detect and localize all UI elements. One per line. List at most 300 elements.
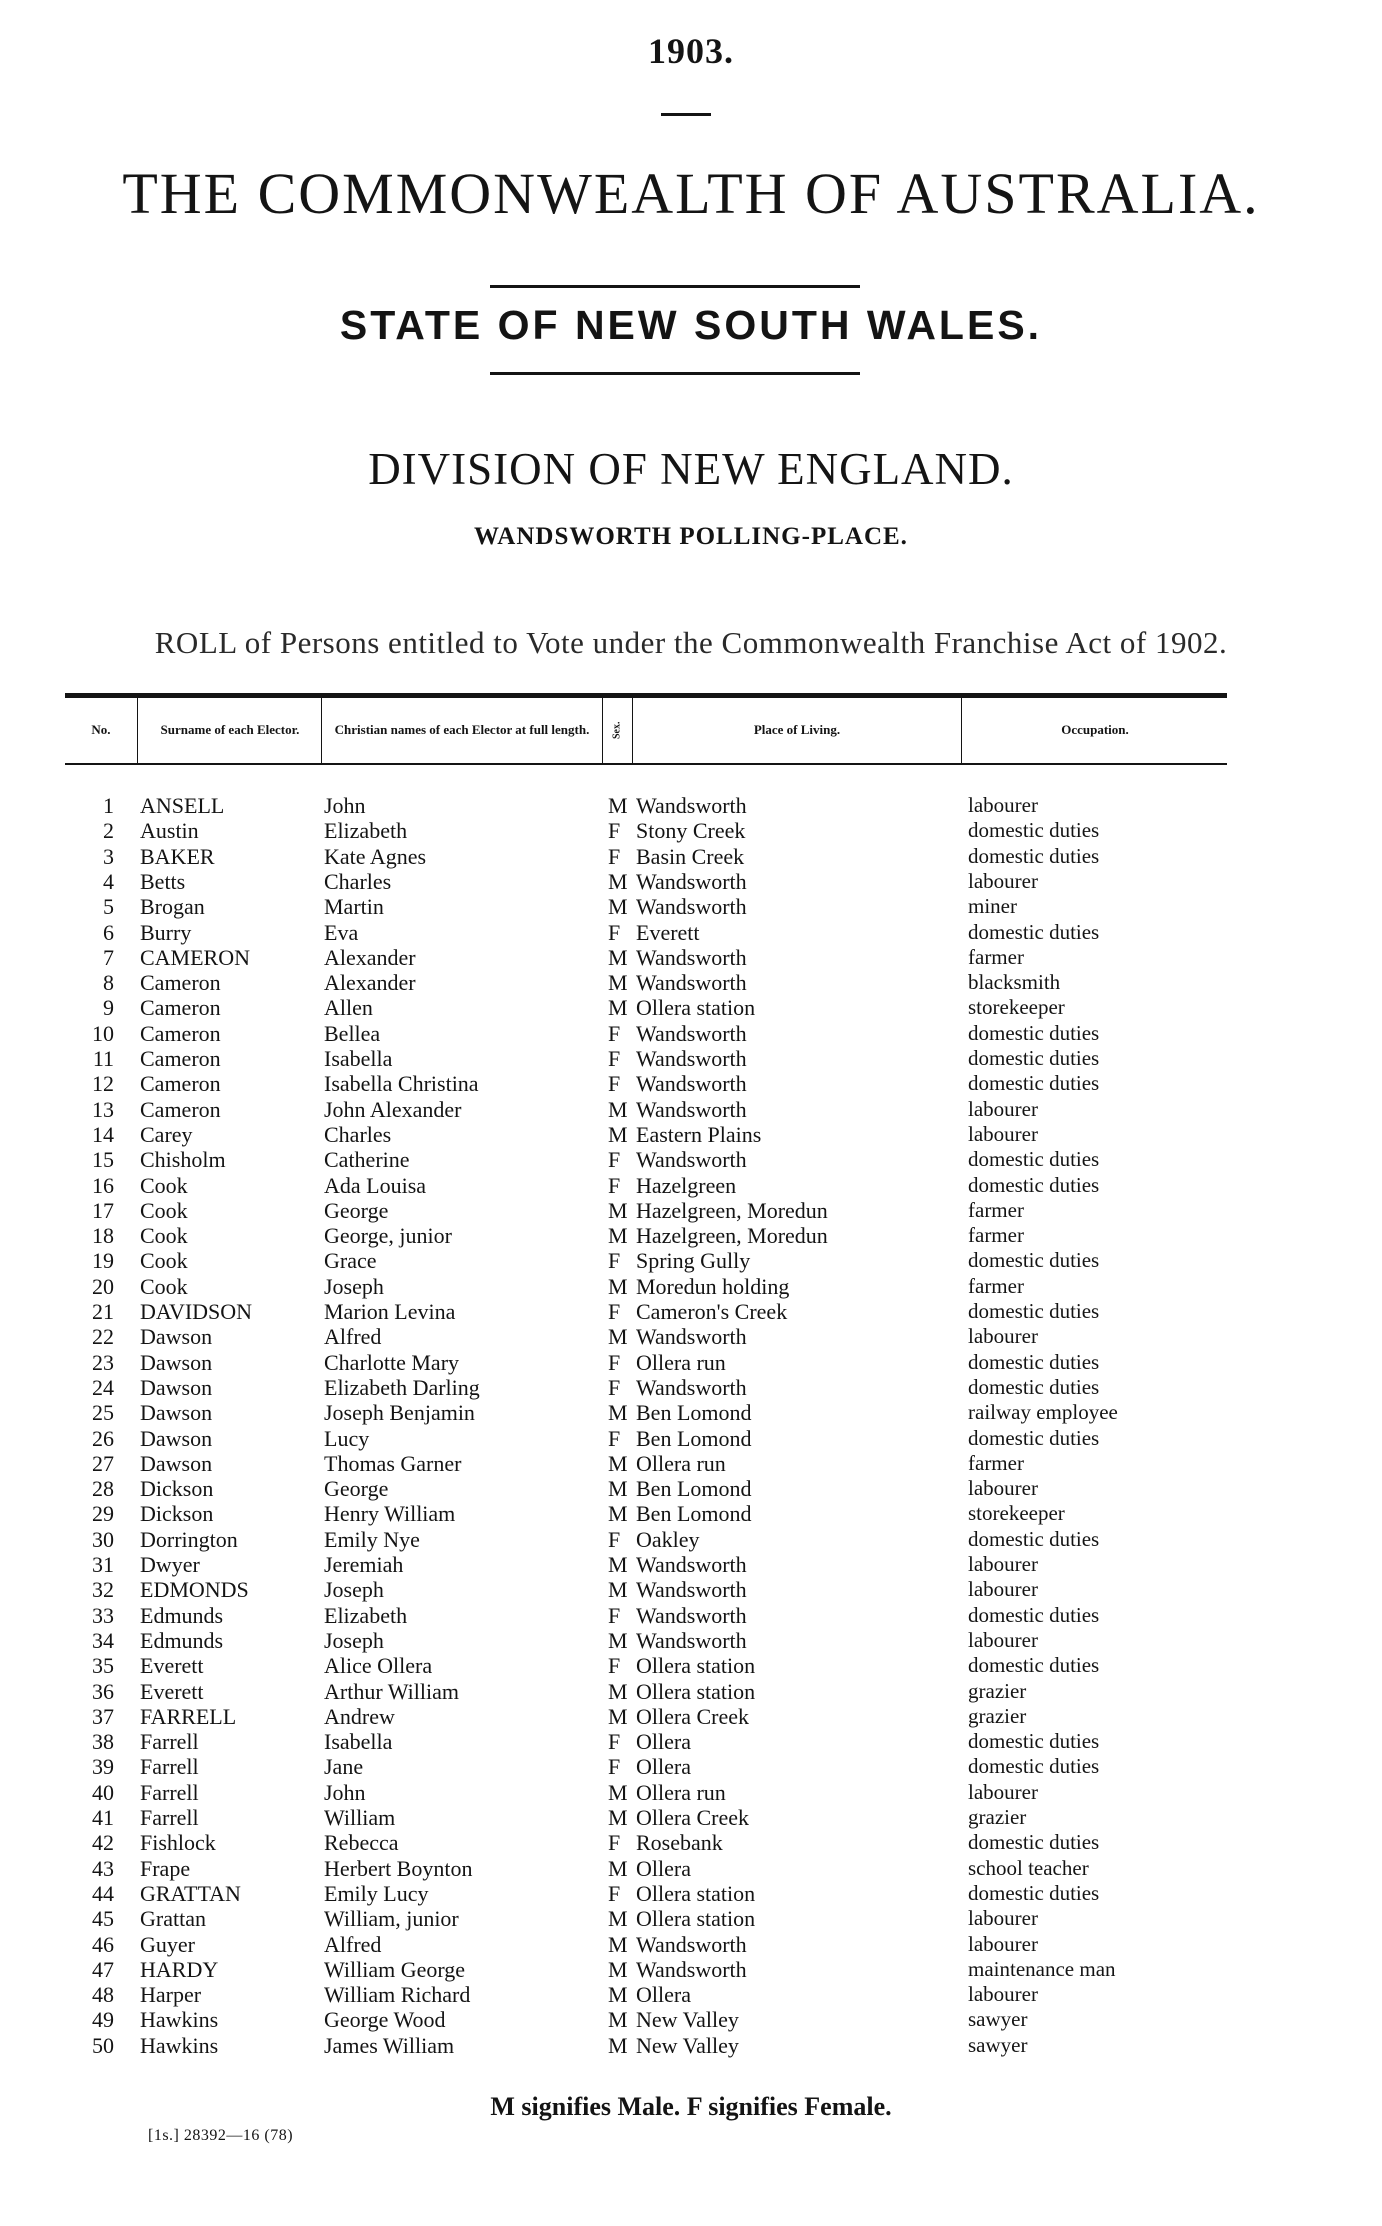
elector-sex: F xyxy=(608,1299,621,1324)
elector-christian-names: Joseph xyxy=(324,1577,384,1603)
elector-number: 49 xyxy=(92,2007,114,2033)
elector-surname: Dwyer xyxy=(140,1552,200,1577)
elector-occupation: sawyer xyxy=(968,2007,1028,2032)
elector-surname: Austin xyxy=(140,818,199,844)
elector-christian-names: Isabella Christina xyxy=(324,1071,479,1097)
state-heading: STATE OF NEW SOUTH WALES. xyxy=(339,302,1043,348)
elector-sex: F xyxy=(608,1349,621,1375)
elector-place-of-living: New Valley xyxy=(636,2032,739,2058)
elector-surname: Dawson xyxy=(140,1349,213,1375)
elector-number: 2 xyxy=(103,818,114,844)
elector-sex: F xyxy=(608,1602,621,1628)
table-row xyxy=(0,945,1382,970)
elector-christian-names: Eva xyxy=(324,919,359,945)
elector-number: 8 xyxy=(103,970,114,996)
elector-christian-names: Henry William xyxy=(324,1501,456,1527)
elector-sex: M xyxy=(608,1779,628,1805)
elector-number: 46 xyxy=(92,1931,114,1957)
elector-occupation: labourer xyxy=(968,1931,1038,1956)
elector-surname: Everett xyxy=(140,1653,204,1679)
elector-occupation: railway employee xyxy=(968,1400,1118,1425)
elector-place-of-living: Wandsworth xyxy=(636,1374,747,1400)
elector-number: 38 xyxy=(92,1729,114,1755)
elector-christian-names: Jane xyxy=(324,1754,364,1780)
elector-occupation: farmer xyxy=(968,1450,1024,1475)
elector-place-of-living: New Valley xyxy=(636,2007,739,2033)
elector-occupation: labourer xyxy=(968,868,1038,893)
elector-sex: F xyxy=(608,1880,621,1906)
elector-occupation: domestic duties xyxy=(968,1046,1100,1070)
table-row xyxy=(0,2007,1382,2032)
elector-christian-names: Isabella xyxy=(324,1046,393,1071)
elector-christian-names: Elizabeth Darling xyxy=(324,1374,480,1400)
elector-sex: M xyxy=(608,1400,628,1426)
table-row xyxy=(0,1653,1382,1678)
elector-christian-names: Alice Ollera xyxy=(324,1653,433,1679)
year-heading: 1903. xyxy=(648,31,734,71)
elector-place-of-living: Hazelgreen, Moredun xyxy=(636,1197,828,1223)
column-divider xyxy=(961,698,962,764)
elector-occupation: farmer xyxy=(968,1197,1024,1222)
elector-christian-names: Herbert Boynton xyxy=(324,1855,473,1881)
elector-place-of-living: Moredun holding xyxy=(636,1273,790,1299)
table-row xyxy=(0,1451,1382,1476)
elector-number: 16 xyxy=(92,1172,114,1198)
elector-place-of-living: Basin Creek xyxy=(636,843,745,869)
elector-christian-names: Thomas Garner xyxy=(324,1450,462,1476)
table-header-rule xyxy=(65,763,1227,765)
elector-occupation: domestic duties xyxy=(968,1653,1100,1678)
elector-place-of-living: Wandsworth xyxy=(636,1552,747,1577)
elector-number: 42 xyxy=(92,1830,114,1856)
elector-number: 44 xyxy=(92,1880,114,1906)
elector-sex: M xyxy=(608,1121,628,1147)
column-divider xyxy=(137,698,138,764)
table-row xyxy=(0,1071,1382,1096)
elector-place-of-living: Wandsworth xyxy=(636,894,747,920)
elector-place-of-living: Ollera run xyxy=(636,1450,726,1476)
elector-surname: Grattan xyxy=(140,1906,206,1932)
elector-number: 9 xyxy=(103,995,114,1021)
elector-number: 26 xyxy=(92,1425,114,1451)
elector-place-of-living: Wandsworth xyxy=(636,793,747,818)
elector-surname: Brogan xyxy=(140,894,205,920)
elector-occupation: school teacher xyxy=(968,1855,1089,1880)
elector-number: 12 xyxy=(92,1071,114,1097)
elector-occupation: labourer xyxy=(968,1552,1038,1576)
elector-number: 1 xyxy=(103,793,114,818)
elector-surname: Cook xyxy=(140,1248,188,1274)
elector-christian-names: Jeremiah xyxy=(324,1552,404,1577)
elector-sex: M xyxy=(608,1501,628,1527)
elector-surname: Harper xyxy=(140,1982,202,2008)
elector-place-of-living: Wandsworth xyxy=(636,1602,747,1628)
elector-surname: Guyer xyxy=(140,1931,195,1957)
elector-christian-names: Joseph Benjamin xyxy=(324,1400,475,1426)
elector-sex: F xyxy=(608,1425,621,1451)
elector-christian-names: Alfred xyxy=(324,1931,382,1957)
table-row xyxy=(0,1248,1382,1273)
table-row xyxy=(0,1375,1382,1400)
elector-place-of-living: Wandsworth xyxy=(636,1956,747,1982)
elector-place-of-living: Eastern Plains xyxy=(636,1121,762,1147)
elector-place-of-living: Ben Lomond xyxy=(636,1400,752,1426)
table-row xyxy=(0,1501,1382,1526)
elector-surname: HARDY xyxy=(140,1956,219,1982)
table-row xyxy=(0,1147,1382,1172)
elector-sex: F xyxy=(608,1729,621,1755)
elector-number: 25 xyxy=(92,1400,114,1426)
table-row xyxy=(0,1830,1382,1855)
elector-number: 45 xyxy=(92,1906,114,1932)
elector-number: 20 xyxy=(92,1273,114,1299)
elector-sex: M xyxy=(608,894,628,920)
elector-place-of-living: Everett xyxy=(636,919,700,945)
divider-bottom xyxy=(490,372,860,375)
elector-christian-names: Ada Louisa xyxy=(324,1172,427,1198)
elector-christian-names: Martin xyxy=(324,894,384,920)
elector-christian-names: Joseph xyxy=(324,1273,384,1299)
elector-place-of-living: Oakley xyxy=(636,1526,700,1552)
table-row xyxy=(0,1274,1382,1299)
table-row xyxy=(0,1704,1382,1729)
elector-place-of-living: Ben Lomond xyxy=(636,1476,752,1502)
elector-surname: EDMONDS xyxy=(140,1577,249,1603)
table-row xyxy=(0,1982,1382,2007)
table-row xyxy=(0,1932,1382,1957)
elector-occupation: labourer xyxy=(968,1096,1038,1121)
elector-christian-names: Kate Agnes xyxy=(324,843,427,869)
elector-surname: Dawson xyxy=(140,1400,213,1426)
elector-place-of-living: Ollera run xyxy=(636,1779,726,1805)
elector-surname: CAMERON xyxy=(140,944,251,970)
elector-occupation: miner xyxy=(968,894,1017,919)
elector-number: 3 xyxy=(103,843,114,869)
elector-christian-names: James William xyxy=(324,2032,455,2058)
elector-occupation: maintenance man xyxy=(968,1956,1116,1981)
elector-surname: BAKER xyxy=(140,843,215,869)
elector-occupation: grazier xyxy=(968,1703,1027,1728)
elector-surname: Farrell xyxy=(140,1754,199,1780)
elector-place-of-living: Ben Lomond xyxy=(636,1425,752,1451)
elector-sex: M xyxy=(608,1476,628,1502)
elector-christian-names: Rebecca xyxy=(324,1830,399,1856)
table-row xyxy=(0,1577,1382,1602)
column-header-sex: Sex. xyxy=(611,721,623,740)
elector-number: 11 xyxy=(92,1046,114,1071)
polling-place-heading: WANDSWORTH POLLING-PLACE. xyxy=(474,523,908,550)
page-title: THE COMMONWEALTH OF AUSTRALIA. xyxy=(122,161,1260,226)
elector-sex: M xyxy=(608,1197,628,1223)
elector-number: 19 xyxy=(92,1248,114,1274)
elector-occupation: farmer xyxy=(968,944,1024,969)
elector-surname: Edmunds xyxy=(140,1627,224,1653)
elector-surname: Hawkins xyxy=(140,2007,219,2033)
elector-christian-names: Grace xyxy=(324,1248,377,1274)
elector-number: 14 xyxy=(92,1121,114,1147)
column-header-christian-names: Christian names of each Elector at full length. xyxy=(334,722,590,738)
table-row xyxy=(0,1021,1382,1046)
elector-christian-names: George, junior xyxy=(324,1223,452,1249)
elector-surname: Farrell xyxy=(140,1805,199,1830)
elector-number: 6 xyxy=(103,919,114,945)
elector-surname: Fishlock xyxy=(140,1830,216,1856)
elector-sex: F xyxy=(608,1020,621,1046)
elector-sex: M xyxy=(608,1956,628,1982)
elector-christian-names: Catherine xyxy=(324,1147,410,1173)
table-row xyxy=(0,1046,1382,1071)
elector-surname: Carey xyxy=(140,1121,193,1147)
elector-sex: M xyxy=(608,793,628,818)
elector-surname: FARRELL xyxy=(140,1703,237,1729)
elector-surname: Cook xyxy=(140,1273,188,1299)
elector-place-of-living: Ollera xyxy=(636,1855,691,1881)
column-divider xyxy=(632,698,633,764)
elector-number: 4 xyxy=(103,868,114,894)
elector-surname: DAVIDSON xyxy=(140,1299,253,1324)
elector-number: 10 xyxy=(92,1020,114,1046)
elector-sex: M xyxy=(608,1096,628,1122)
elector-christian-names: Elizabeth xyxy=(324,818,408,844)
elector-christian-names: Bellea xyxy=(324,1020,381,1046)
column-divider xyxy=(321,698,322,764)
elector-occupation: domestic duties xyxy=(968,1299,1100,1323)
elector-occupation: domestic duties xyxy=(968,1071,1100,1096)
elector-surname: Farrell xyxy=(140,1729,199,1755)
column-divider xyxy=(602,698,603,764)
column-header-occupation: Occupation. xyxy=(1061,722,1129,738)
elector-surname: Edmunds xyxy=(140,1602,224,1628)
sex-legend-note: M signifies Male. F signifies Female. xyxy=(490,2092,892,2121)
elector-number: 23 xyxy=(92,1349,114,1375)
table-row xyxy=(0,1780,1382,1805)
elector-christian-names: Emily Lucy xyxy=(324,1880,429,1906)
elector-sex: F xyxy=(608,818,621,844)
elector-number: 33 xyxy=(92,1602,114,1628)
elector-occupation: domestic duties xyxy=(968,1602,1100,1627)
elector-place-of-living: Hazelgreen, Moredun xyxy=(636,1223,828,1249)
elector-number: 22 xyxy=(92,1324,114,1350)
elector-sex: F xyxy=(608,1830,621,1856)
elector-place-of-living: Wandsworth xyxy=(636,1020,747,1046)
elector-christian-names: William, junior xyxy=(324,1906,459,1932)
elector-surname: Cook xyxy=(140,1223,188,1249)
elector-occupation: domestic duties xyxy=(968,818,1100,843)
elector-christian-names: Alexander xyxy=(324,944,416,970)
elector-place-of-living: Wandsworth xyxy=(636,1147,747,1173)
elector-sex: M xyxy=(608,1450,628,1476)
table-row xyxy=(0,1476,1382,1501)
elector-occupation: domestic duties xyxy=(968,1147,1100,1172)
elector-place-of-living: Wandsworth xyxy=(636,970,747,996)
elector-number: 24 xyxy=(92,1374,114,1400)
elector-christian-names: Charles xyxy=(324,1121,392,1147)
elector-occupation: labourer xyxy=(968,1121,1038,1146)
elector-occupation: labourer xyxy=(968,1324,1038,1349)
elector-place-of-living: Wandsworth xyxy=(636,1324,747,1350)
elector-christian-names: George xyxy=(324,1197,389,1223)
elector-sex: M xyxy=(608,1855,628,1881)
elector-christian-names: Joseph xyxy=(324,1627,384,1653)
elector-sex: M xyxy=(608,1805,628,1830)
elector-place-of-living: Spring Gully xyxy=(636,1248,751,1274)
elector-sex: F xyxy=(608,1374,621,1400)
elector-occupation: grazier xyxy=(968,1678,1027,1703)
elector-surname: Farrell xyxy=(140,1779,199,1805)
elector-number: 21 xyxy=(92,1299,114,1324)
elector-surname: Cameron xyxy=(140,995,221,1021)
elector-place-of-living: Wandsworth xyxy=(636,944,747,970)
elector-surname: Cook xyxy=(140,1172,188,1198)
elector-sex: M xyxy=(608,868,628,894)
elector-christian-names: John Alexander xyxy=(324,1096,462,1122)
elector-sex: F xyxy=(608,919,621,945)
elector-occupation: storekeeper xyxy=(968,1501,1065,1526)
elector-sex: F xyxy=(608,1071,621,1097)
elector-surname: Cameron xyxy=(140,970,221,996)
elector-number: 29 xyxy=(92,1501,114,1527)
elector-christian-names: Charles xyxy=(324,868,392,894)
table-row xyxy=(0,1906,1382,1931)
table-row xyxy=(0,1729,1382,1754)
elector-surname: Dawson xyxy=(140,1324,213,1350)
table-row xyxy=(0,1198,1382,1223)
elector-occupation: domestic duties xyxy=(968,1349,1100,1374)
elector-place-of-living: Ollera run xyxy=(636,1349,726,1375)
elector-occupation: domestic duties xyxy=(968,843,1100,868)
elector-sex: M xyxy=(608,1324,628,1350)
table-row xyxy=(0,1957,1382,1982)
elector-sex: M xyxy=(608,2032,628,2058)
table-row xyxy=(0,1324,1382,1349)
elector-occupation: grazier xyxy=(968,1805,1027,1829)
table-row xyxy=(0,1881,1382,1906)
elector-sex: M xyxy=(608,970,628,996)
column-header-no: No. xyxy=(91,722,111,738)
elector-occupation: domestic duties xyxy=(968,1374,1100,1399)
table-row xyxy=(0,1299,1382,1324)
table-row xyxy=(0,1350,1382,1375)
elector-occupation: domestic duties xyxy=(968,1425,1100,1450)
elector-christian-names: William xyxy=(324,1805,396,1830)
table-row xyxy=(0,894,1382,919)
elector-sex: M xyxy=(608,1703,628,1729)
table-row xyxy=(0,1223,1382,1248)
elector-surname: Hawkins xyxy=(140,2032,219,2058)
elector-number: 17 xyxy=(92,1197,114,1223)
elector-place-of-living: Wandsworth xyxy=(636,1577,747,1603)
elector-occupation: domestic duties xyxy=(968,1020,1100,1045)
table-row xyxy=(0,1552,1382,1577)
elector-christian-names: John xyxy=(324,1779,366,1805)
elector-number: 36 xyxy=(92,1678,114,1704)
elector-christian-names: Charlotte Mary xyxy=(324,1349,460,1375)
elector-number: 13 xyxy=(92,1096,114,1122)
elector-place-of-living: Rosebank xyxy=(636,1830,723,1856)
elector-christian-names: Arthur William xyxy=(324,1678,459,1704)
elector-occupation: domestic duties xyxy=(968,1729,1100,1754)
elector-number: 50 xyxy=(92,2032,114,2058)
elector-number: 7 xyxy=(103,944,114,970)
elector-surname: Dawson xyxy=(140,1425,213,1451)
elector-number: 28 xyxy=(92,1476,114,1502)
elector-occupation: domestic duties xyxy=(968,1248,1100,1273)
elector-sex: M xyxy=(608,1931,628,1957)
elector-number: 37 xyxy=(92,1703,114,1729)
table-row xyxy=(0,1603,1382,1628)
elector-place-of-living: Ollera station xyxy=(636,1678,756,1704)
table-row xyxy=(0,970,1382,995)
table-row xyxy=(0,2033,1382,2058)
elector-place-of-living: Ollera xyxy=(636,1982,691,2008)
elector-place-of-living: Hazelgreen xyxy=(636,1172,737,1198)
elector-place-of-living: Cameron's Creek xyxy=(636,1299,788,1324)
table-row xyxy=(0,1527,1382,1552)
elector-christian-names: William George xyxy=(324,1956,466,1982)
elector-place-of-living: Wandsworth xyxy=(636,1931,747,1957)
elector-surname: Dawson xyxy=(140,1450,213,1476)
elector-occupation: domestic duties xyxy=(968,1830,1100,1855)
elector-sex: M xyxy=(608,944,628,970)
elector-surname: Cameron xyxy=(140,1020,221,1046)
elector-occupation: domestic duties xyxy=(968,919,1100,944)
elector-sex: F xyxy=(608,1147,621,1173)
elector-place-of-living: Ben Lomond xyxy=(636,1501,752,1527)
division-heading: DIVISION OF NEW ENGLAND. xyxy=(368,444,1014,494)
elector-sex: F xyxy=(608,1172,621,1198)
elector-number: 43 xyxy=(92,1855,114,1881)
elector-christian-names: George xyxy=(324,1476,389,1502)
elector-place-of-living: Wandsworth xyxy=(636,1071,747,1097)
elector-sex: F xyxy=(608,1754,621,1780)
elector-number: 5 xyxy=(103,894,114,920)
elector-surname: Burry xyxy=(140,919,192,945)
elector-number: 47 xyxy=(92,1956,114,1982)
elector-sex: M xyxy=(608,1906,628,1932)
elector-surname: Cook xyxy=(140,1197,188,1223)
elector-place-of-living: Wandsworth xyxy=(636,1627,747,1653)
elector-sex: M xyxy=(608,2007,628,2033)
elector-place-of-living: Wandsworth xyxy=(636,868,747,894)
elector-occupation: sawyer xyxy=(968,2032,1028,2057)
divider-top xyxy=(490,285,860,288)
elector-occupation: storekeeper xyxy=(968,995,1065,1020)
table-row xyxy=(0,1122,1382,1147)
table-row xyxy=(0,1805,1382,1830)
elector-occupation: labourer xyxy=(968,1627,1038,1652)
elector-place-of-living: Ollera xyxy=(636,1729,691,1755)
elector-place-of-living: Ollera xyxy=(636,1754,691,1780)
table-row xyxy=(0,818,1382,843)
elector-place-of-living: Ollera Creek xyxy=(636,1805,749,1830)
divider-short xyxy=(661,113,711,116)
table-row xyxy=(0,1679,1382,1704)
elector-place-of-living: Wandsworth xyxy=(636,1096,747,1122)
elector-sex: F xyxy=(608,1526,621,1552)
elector-number: 27 xyxy=(92,1450,114,1476)
elector-place-of-living: Ollera station xyxy=(636,995,756,1021)
elector-sex: F xyxy=(608,1046,621,1071)
elector-sex: F xyxy=(608,843,621,869)
elector-christian-names: William Richard xyxy=(324,1982,471,2008)
elector-surname: Cameron xyxy=(140,1046,221,1071)
elector-number: 31 xyxy=(92,1552,114,1577)
roll-heading: ROLL of Persons entitled to Vote under the Commonwealth Franchise Act of 1902. xyxy=(154,625,1228,660)
elector-place-of-living: Ollera Creek xyxy=(636,1703,749,1729)
table-row xyxy=(0,869,1382,894)
elector-sex: M xyxy=(608,1552,628,1577)
table-row xyxy=(0,844,1382,869)
